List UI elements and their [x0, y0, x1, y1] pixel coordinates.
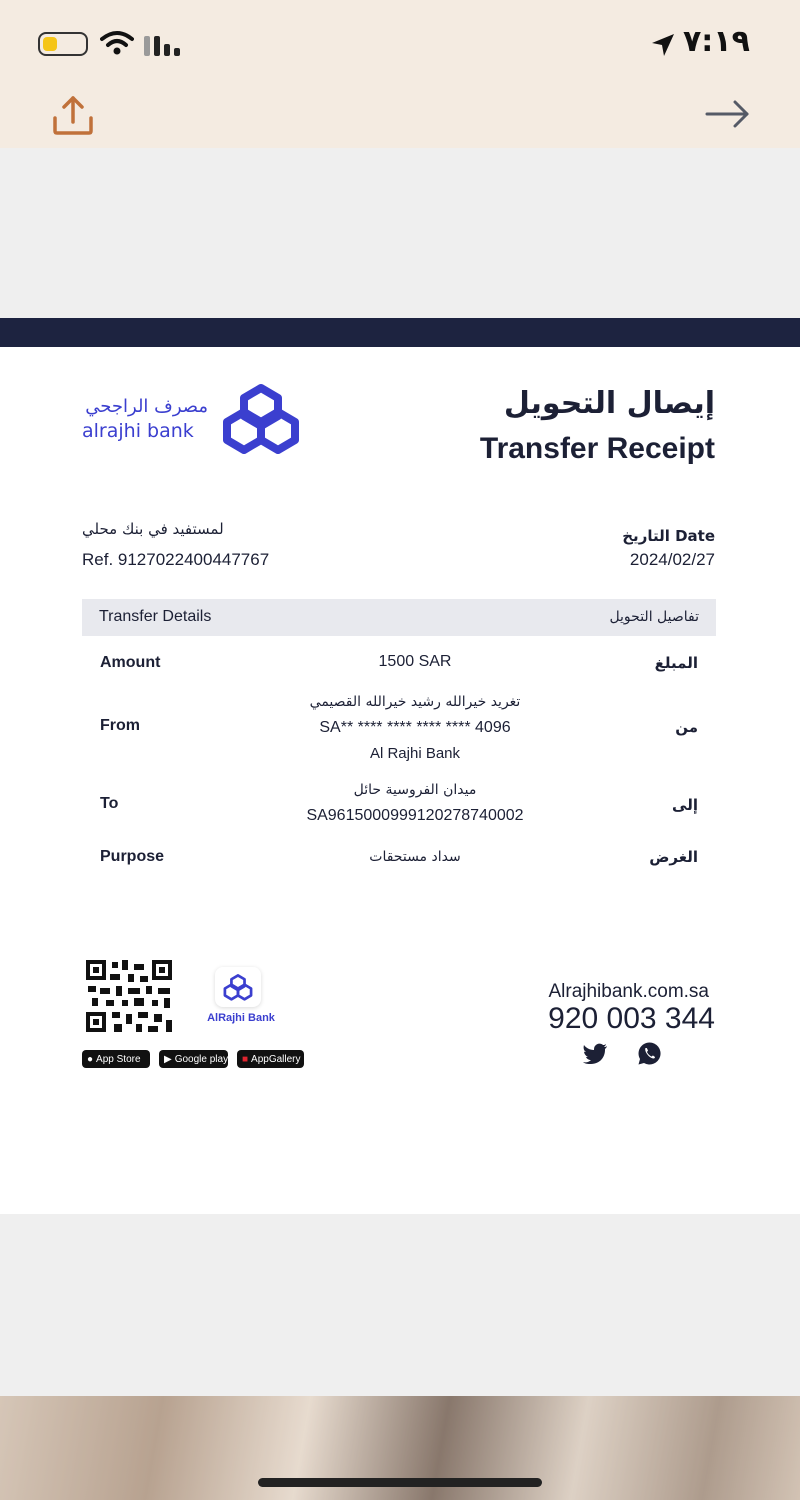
from-name: تغريد خيرالله رشيد خيرالله القصيمي [309, 694, 521, 710]
bank-name-arabic: مصرف الراجحي [85, 396, 208, 417]
date-label: التاريخ Date [622, 527, 715, 545]
bank-phone: 920 003 344 [548, 1002, 715, 1035]
whatsapp-icon [637, 1041, 662, 1066]
app-gallery-label: AppGallery [251, 1053, 301, 1065]
signal-icon [144, 34, 180, 56]
purpose-value: سداد مستحقات [369, 849, 461, 865]
home-indicator[interactable] [258, 1478, 542, 1487]
play-icon: ▶ [164, 1053, 172, 1065]
reference-number: Ref. 9127022400447767 [82, 550, 270, 569]
beneficiary-type: لمستفيد في بنك محلي [82, 520, 224, 538]
from-label-english: From [100, 717, 140, 734]
receipt-title-english: Transfer Receipt [479, 432, 715, 465]
top-toolbar [0, 80, 800, 148]
details-header-arabic: تفاصيل التحويل [609, 609, 699, 625]
twitter-icon [582, 1043, 608, 1065]
details-header-english: Transfer Details [99, 608, 212, 625]
from-account: SA** **** **** **** **** 4096 [319, 719, 511, 736]
status-bar [0, 0, 800, 80]
huawei-icon: ■ [242, 1053, 249, 1065]
from-label-arabic: من [675, 718, 698, 736]
app-name: AlRajhi Bank [207, 1012, 275, 1024]
from-bank: Al Rajhi Bank [369, 745, 461, 762]
to-iban: SA9615000999120278740002 [306, 807, 524, 824]
purpose-label-arabic: الغرض [649, 848, 698, 866]
google-play-badge[interactable] [159, 1050, 228, 1068]
bank-logo [82, 382, 312, 454]
google-play-label: Google play [174, 1053, 229, 1065]
transfer-details-header [82, 599, 716, 636]
app-store-label: App Store [96, 1053, 141, 1065]
to-label-english: To [100, 795, 119, 812]
amount-label-arabic: المبلغ [654, 654, 698, 672]
date-value: 2024/02/27 [629, 550, 715, 569]
amount-label-english: Amount [100, 654, 161, 671]
receipt-header-bar [0, 318, 800, 347]
battery-icon [38, 32, 88, 56]
alrajhi-logo-icon [218, 382, 304, 454]
app-store-badge[interactable] [82, 1050, 150, 1068]
forward-arrow-icon[interactable] [703, 96, 751, 132]
to-name: ميدان الفروسية حائل [353, 782, 477, 798]
location-arrow-icon [650, 32, 676, 58]
share-icon[interactable] [50, 92, 96, 138]
wifi-icon [100, 30, 134, 56]
bank-name-english: alrajhi bank [82, 420, 194, 442]
receipt-title-arabic: إيصال التحويل [503, 386, 715, 421]
app-gallery-badge[interactable] [237, 1050, 304, 1068]
alrajhi-app-icon [215, 967, 261, 1007]
amount-value: 1500 SAR [378, 653, 452, 670]
bank-website: Alrajhibank.com.sa [548, 981, 709, 1002]
qr-code-icon [84, 958, 174, 1034]
to-label-arabic: إلى [672, 796, 698, 814]
apple-icon: ● [87, 1053, 94, 1065]
purpose-label-english: Purpose [100, 848, 165, 865]
status-time: ٧:١٩ [683, 24, 750, 59]
